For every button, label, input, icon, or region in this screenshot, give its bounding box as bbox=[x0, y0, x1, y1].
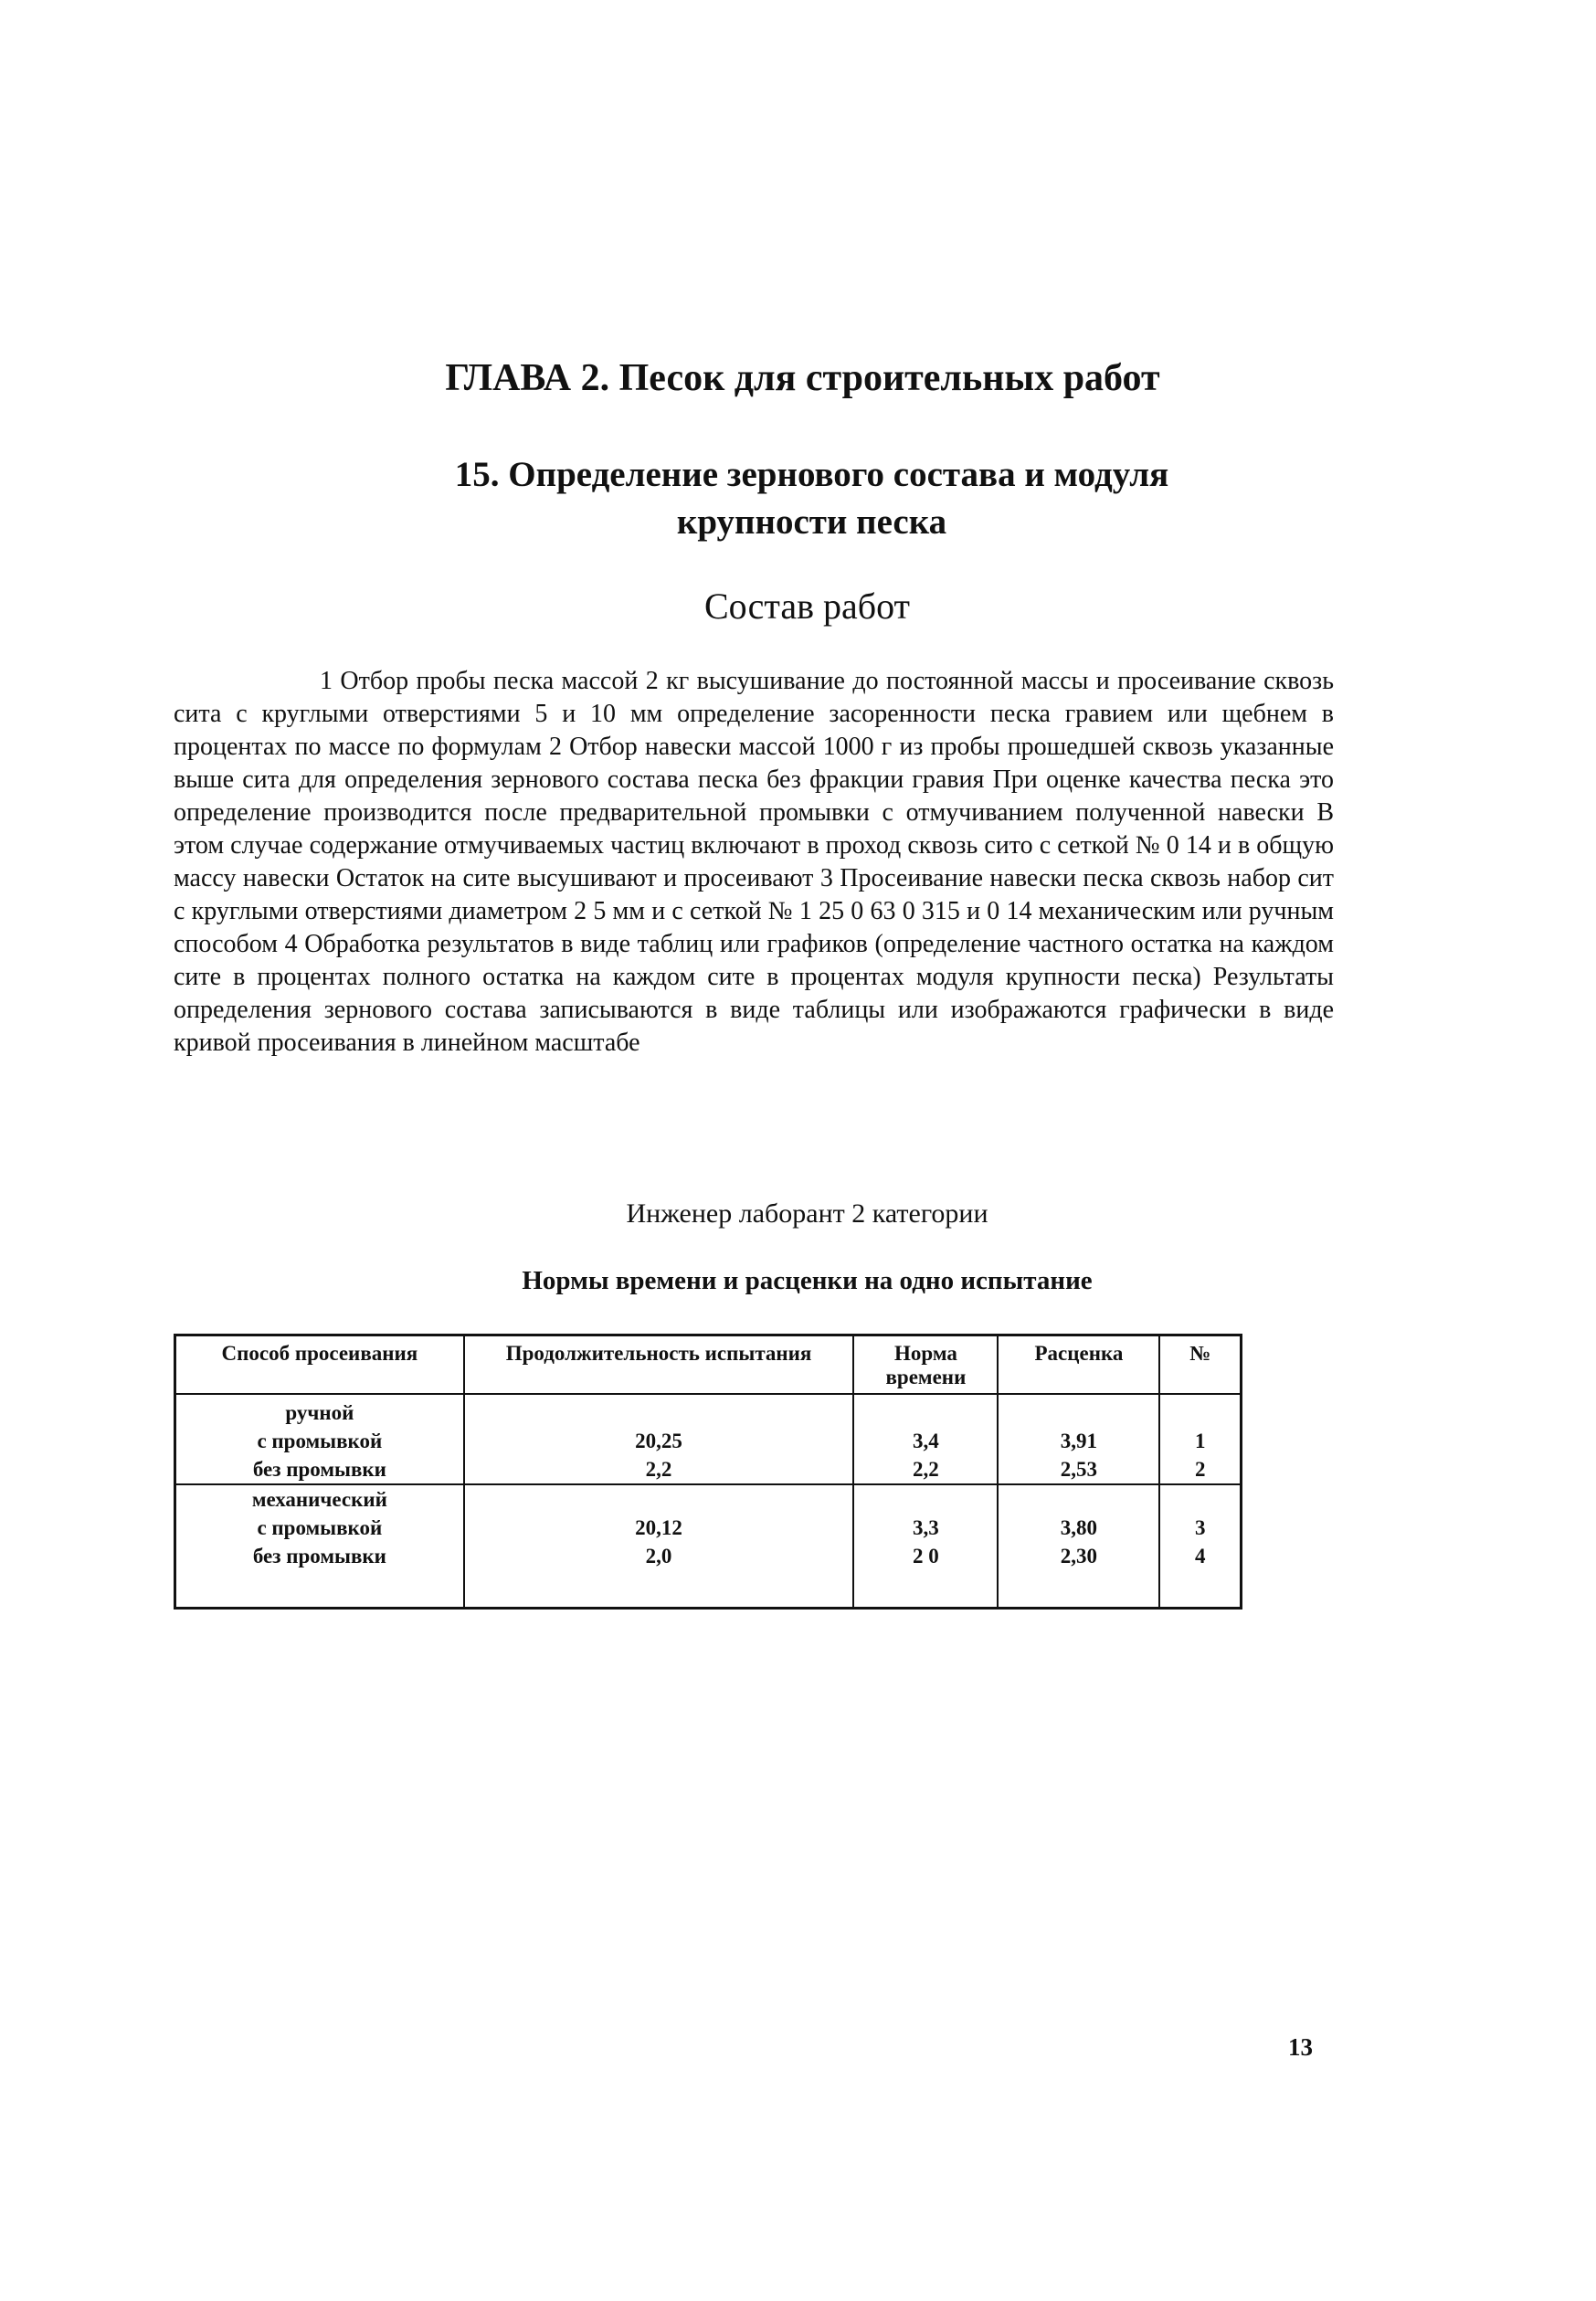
table-header-row bbox=[175, 1335, 1242, 1395]
table-cell bbox=[853, 1394, 998, 1427]
cell-duration: 2,0 bbox=[464, 1542, 854, 1609]
table-cell bbox=[853, 1484, 998, 1514]
cell-duration: 2,2 bbox=[464, 1455, 854, 1484]
works-description: 1 Отбор пробы песка массой 2 кг высушивание до постоянной массы и просеивание сквозь сита с круглыми отверстиями 5 и 10 мм определение засоренности песка гравием или щебнем в процентах по массе по формулам 2 Отбор навески массой 1000 г из пробы прошедшей сквозь указанные выше сита для определения зернового состава песка без фракции гравия При оценке качества песка это определение производится после предварительной промывки с отмучиванием полученной навески В этом случае содержание отмучиваемых частиц включают в проход сквозь сито с сеткой № 0 14 и в общую массу навески Остаток на сите высушивают и просеивают 3 Просеивание навески песка сквозь набор сит с круглыми отверстиями диаметром 2 5 мм и с сеткой № 1 25 0 63 0 315 и 0 14 механическим или ручным способом 4 Обработка результатов в виде таблиц или графиков (определение частного остатка на каждом сите в процентах полного остатка на каждом сите в процентах модуля крупности песка) Результаты определения зернового состава записываются в виде таблицы или изображаются графически в виде кривой просеивания в линейном масштабе bbox=[174, 667, 1334, 1057]
table-caption: Нормы времени и расценки на одно испытание bbox=[522, 1266, 1093, 1295]
cell-number: 4 bbox=[1159, 1542, 1241, 1609]
cell-number: 2 bbox=[1159, 1455, 1241, 1484]
group-row-mechanical bbox=[175, 1484, 1242, 1514]
cell-rate: 3,91 bbox=[998, 1427, 1159, 1455]
section-title-line-2: крупности песка bbox=[676, 502, 947, 542]
cell-norm: 2 0 bbox=[853, 1542, 998, 1609]
cell-duration: 20,25 bbox=[464, 1427, 854, 1455]
cell-number: 3 bbox=[1159, 1514, 1241, 1542]
cell-rate: 2,30 bbox=[998, 1542, 1159, 1609]
works-heading: Состав работ bbox=[703, 586, 911, 627]
table-cell bbox=[464, 1394, 854, 1427]
table-cell bbox=[998, 1394, 1159, 1427]
cell-method: без промывки bbox=[175, 1542, 464, 1609]
norms-table bbox=[174, 1334, 1242, 1610]
chapter-title: ГЛАВА 2. Песок для строительных работ bbox=[445, 357, 1160, 399]
section-title-line-1: 15. Определение зернового состава и модуля bbox=[454, 455, 1169, 494]
worker-category: Инженер лаборант 2 категории bbox=[626, 1198, 988, 1229]
group-label-manual: ручной bbox=[175, 1394, 464, 1427]
cell-method: без промывки bbox=[175, 1455, 464, 1484]
page-number: 13 bbox=[1288, 2033, 1313, 2061]
table-row bbox=[175, 1514, 1242, 1542]
table-cell bbox=[1159, 1394, 1241, 1427]
section-title bbox=[0, 451, 1596, 546]
table-row bbox=[175, 1455, 1242, 1484]
table-cell bbox=[998, 1484, 1159, 1514]
table-row bbox=[175, 1542, 1242, 1609]
table-row bbox=[175, 1427, 1242, 1455]
cell-norm: 2,2 bbox=[853, 1455, 998, 1484]
cell-norm: 3,3 bbox=[853, 1514, 998, 1542]
cell-method: с промывкой bbox=[175, 1427, 464, 1455]
cell-norm: 3,4 bbox=[853, 1427, 998, 1455]
header-norm: Норма времени bbox=[853, 1335, 998, 1395]
group-row-manual bbox=[175, 1394, 1242, 1427]
header-method: Способ просеивания bbox=[175, 1335, 464, 1395]
table-cell bbox=[464, 1484, 854, 1514]
header-number: № bbox=[1159, 1335, 1241, 1395]
cell-duration: 20,12 bbox=[464, 1514, 854, 1542]
cell-method: с промывкой bbox=[175, 1514, 464, 1542]
cell-rate: 3,80 bbox=[998, 1514, 1159, 1542]
group-label-mechanical: механический bbox=[175, 1484, 464, 1514]
cell-rate: 2,53 bbox=[998, 1455, 1159, 1484]
cell-number: 1 bbox=[1159, 1427, 1241, 1455]
header-rate: Расценка bbox=[998, 1335, 1159, 1395]
header-duration: Продолжительность испытания bbox=[464, 1335, 854, 1395]
table-cell bbox=[1159, 1484, 1241, 1514]
